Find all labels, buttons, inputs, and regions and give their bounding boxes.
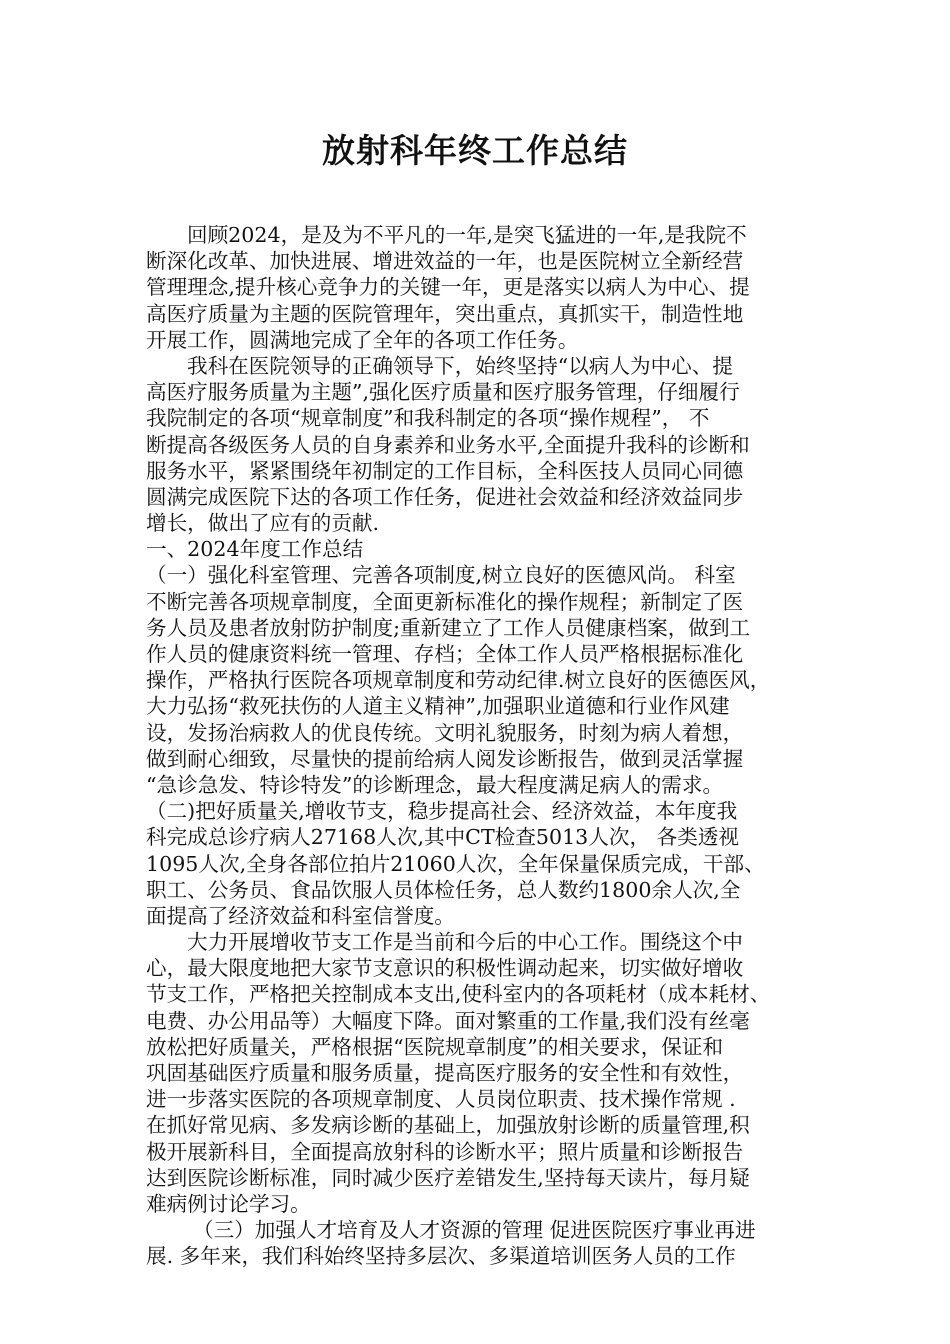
text-line: 开展工作，圆满地完成了全年的各项工作任务。 (146, 327, 579, 352)
text-line: 回顾2024，是及为不平凡的一年,是突飞猛进的一年,是我院不 (187, 223, 747, 247)
text-line: 作人员的健康资料统一管理、存档；全体工作人员严格根据标准化 (146, 642, 744, 666)
subsection-heading-line: （三）加强人才培育及人才资源的管理 促进医院医疗事业再进 (193, 1218, 756, 1243)
text-line: 管理理念,提升核心竞争力的关键一年，更是落实以病人为中心、提 (146, 275, 750, 300)
text-line: 断提高各级医务人员的自身素养和业务水平,全面提升我科的诊断和 (146, 432, 750, 457)
text-line: 职工、公务员、食品饮服人员体检任务，总人数约1800余人次,全 (146, 877, 741, 902)
text-line: 设，发扬治病救人的优良传统。文明礼貌服务，时刻为病人着想， (146, 720, 744, 745)
text-line: 高医疗质量为主题的医院管理年，突出重点，真抓实干，制造性地 (146, 301, 744, 326)
text-line: 极开展新科目，全面提高放射科的诊断水平；照片质量和诊断报告 (146, 1139, 744, 1164)
text-line: 心，最大限度地把大家节支意识的积极性调动起来，切实做好增收 (146, 956, 744, 981)
text-line: 节支工作，严格把关控制成本支出,使科室内的各项耗材（成本耗材、 (146, 982, 771, 1007)
text-line: 大力弘扬“救死扶伤的人道主义精神”,加强职业道德和行业作风建 (146, 694, 730, 719)
document-body (146, 222, 814, 1270)
text-line: 放松把好质量关，严格根据“医院规章制度”的相关要求，保证和 (146, 1034, 724, 1059)
text-line: 做到耐心细致，尽量快的提前给病人阅发诊断报告，做到灵活掌握 (146, 746, 744, 771)
text-line: 难病例讨论学习。 (146, 1191, 311, 1216)
subsection-heading-line: （一）强化科室管理、完善各项制度,树立良好的医德风尚。 科室 (146, 563, 736, 588)
text-line: 我院制定的各项“规章制度”和我科制定的各项“操作规程”， 不 (146, 406, 710, 431)
subsection-heading-line: （二)把好质量关,增收节支，稳步提高社会、经济效益，本年度我 (146, 799, 738, 824)
text-line: 巩固基础医疗质量和服务质量，提高医疗服务的安全性和有效性， (146, 1061, 744, 1085)
text-line: 电费、办公用品等）大幅度下降。面对繁重的工作量,我们没有丝毫 (146, 1008, 750, 1033)
text-line: 大力开展增收节支工作是当前和今后的中心工作。围绕这个中 (187, 930, 744, 955)
text-line: 进一步落实医院的各项规章制度、人员岗位职责、技术操作常规 . (146, 1087, 736, 1112)
text-line: 展. 多年来，我们科始终坚持多层次、多渠道培训医务人员的工作 (146, 1244, 736, 1269)
text-line: 我科在医院领导的正确领导下，始终坚持“以病人为中心、提 (187, 353, 733, 378)
section-heading: 一、2024年度工作总结 (146, 537, 364, 562)
text-line: 面提高了经济效益和科室信誉度。 (146, 903, 455, 928)
text-line: 增长，做出了应有的贡献. (146, 511, 380, 536)
document-title: 放射科年终工作总结 (322, 131, 628, 170)
text-line: 务人员及患者放射防护制度;重新建立了工作人员健康档案，做到工 (146, 615, 751, 640)
text-line: 高医疗服务质量为主题”,强化医疗质量和医疗服务管理，仔细履行 (146, 380, 740, 405)
text-line: 达到医院诊断标准，同时减少医疗差错发生,坚持每天读片，每月疑 (146, 1165, 750, 1190)
text-line: 1095人次,全身各部位拍片21060人次，全年保量保质完成，干部、 (146, 851, 765, 876)
text-line: “急诊急发、特诊特发”的诊断理念，最大程度满足病人的需求。 (146, 772, 724, 797)
text-line: 科完成总诊疗病人27168人次,其中CT检查5013人次， 各类透视 (146, 825, 739, 850)
text-line: 断深化改革、加快进展、增进效益的一年，也是医院树立全新经营 (146, 249, 744, 274)
text-line: 圆满完成医院下达的各项工作任务，促进社会效益和经济效益同步 (146, 484, 744, 509)
text-line: 不断完善各项规章制度，全面更新标准化的操作规程；新制定了医 (146, 589, 744, 614)
text-line: 在抓好常见病、多发病诊断的基础上，加强放射诊断的质量管理,积 (146, 1113, 750, 1138)
text-line: 操作，严格执行医院各项规章制度和劳动纪律.树立良好的医德医风， (146, 668, 771, 693)
text-line: 服务水平，紧紧围绕年初制定的工作目标，全科医技人员同心同德 (146, 458, 744, 483)
